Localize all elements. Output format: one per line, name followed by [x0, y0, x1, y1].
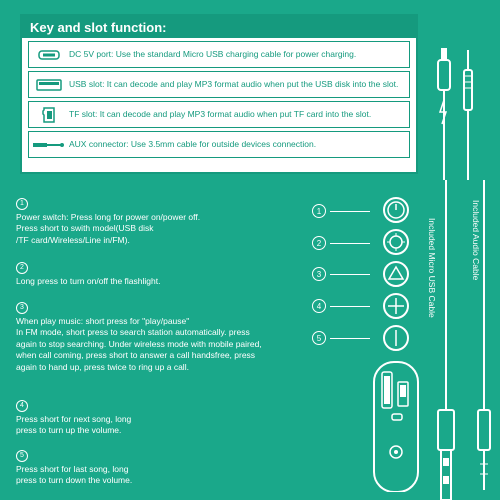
callout-3 [312, 267, 370, 281]
flashlight-icon [384, 230, 408, 254]
callout-1 [312, 204, 370, 218]
micro-usb-port-icon [29, 42, 69, 67]
instruction-2 [16, 262, 346, 287]
usb-slot-icon [29, 72, 69, 97]
callout-number: 4 [312, 299, 326, 313]
instruction-text: Press short for last song, long press to turn down the volume. [16, 464, 133, 486]
slot-text-aux: AUX connector: Use 3.5mm cable for outside devices connection. [69, 138, 317, 149]
aux-cable-icon [29, 132, 69, 157]
key-slot-panel [20, 14, 418, 174]
slot-text-usb: USB slot: It can decode and play MP3 format audio when put the USB disk into the slot. [69, 78, 399, 89]
callout-number: 1 [312, 204, 326, 218]
callout-2 [312, 236, 370, 250]
play-pause-icon [384, 262, 408, 286]
instruction-text: Press short for next song, long press to turn up the volume. [16, 414, 132, 436]
instruction-number: 2 [16, 262, 28, 274]
device-side-panel-icon [374, 362, 418, 492]
callout-5 [312, 331, 370, 345]
cables-bottom-graphic [436, 180, 496, 500]
callout-number: 3 [312, 267, 326, 281]
instruction-4 [16, 400, 346, 437]
instruction-number: 3 [16, 302, 28, 314]
micro-usb-cable-label: Included Micro USB Cable [427, 218, 437, 318]
tf-card-slot-icon [29, 102, 69, 127]
instruction-5 [16, 450, 346, 487]
audio-cable-label: Included Audio Cable [471, 200, 481, 281]
slot-row-dc [28, 41, 410, 68]
key-slot-title: Key and slot function: [22, 16, 416, 38]
instruction-1 [16, 198, 346, 246]
slot-text-tf: TF slot: It can decode and play MP3 format audio when put TF card into the slot. [69, 108, 372, 119]
device-buttons-graphic [372, 192, 432, 492]
slot-row-usb [28, 71, 410, 98]
instruction-number: 1 [16, 198, 28, 210]
instruction-number: 5 [16, 450, 28, 462]
instruction-number: 4 [16, 400, 28, 412]
plus-icon [384, 294, 408, 318]
instruction-text: When play music: short press for "play/pause" In FM mode, short press to search station automatically. press again to stop searching. Under wireless mode with mobile paired, when call coming, press short to answer a call handsfree, press again to hand up, press twice to ring up a call. [16, 316, 262, 372]
instruction-3 [16, 302, 264, 373]
power-icon [384, 198, 408, 222]
callout-number: 5 [312, 331, 326, 345]
instruction-text: Long press to turn on/off the flashlight. [16, 276, 161, 286]
slot-text-dc: DC 5V port: Use the standard Micro USB charging cable for power charging. [69, 48, 357, 59]
slot-row-aux [28, 131, 410, 158]
callout-4 [312, 299, 370, 313]
cables-top-graphic [430, 40, 490, 180]
instruction-text: Power switch: Press long for power on/power off. Press short to swith model(USB disk /TF card/Wireless/Line in/FM). [16, 212, 201, 245]
slot-row-tf [28, 101, 410, 128]
minus-icon [384, 326, 408, 350]
callout-number: 2 [312, 236, 326, 250]
